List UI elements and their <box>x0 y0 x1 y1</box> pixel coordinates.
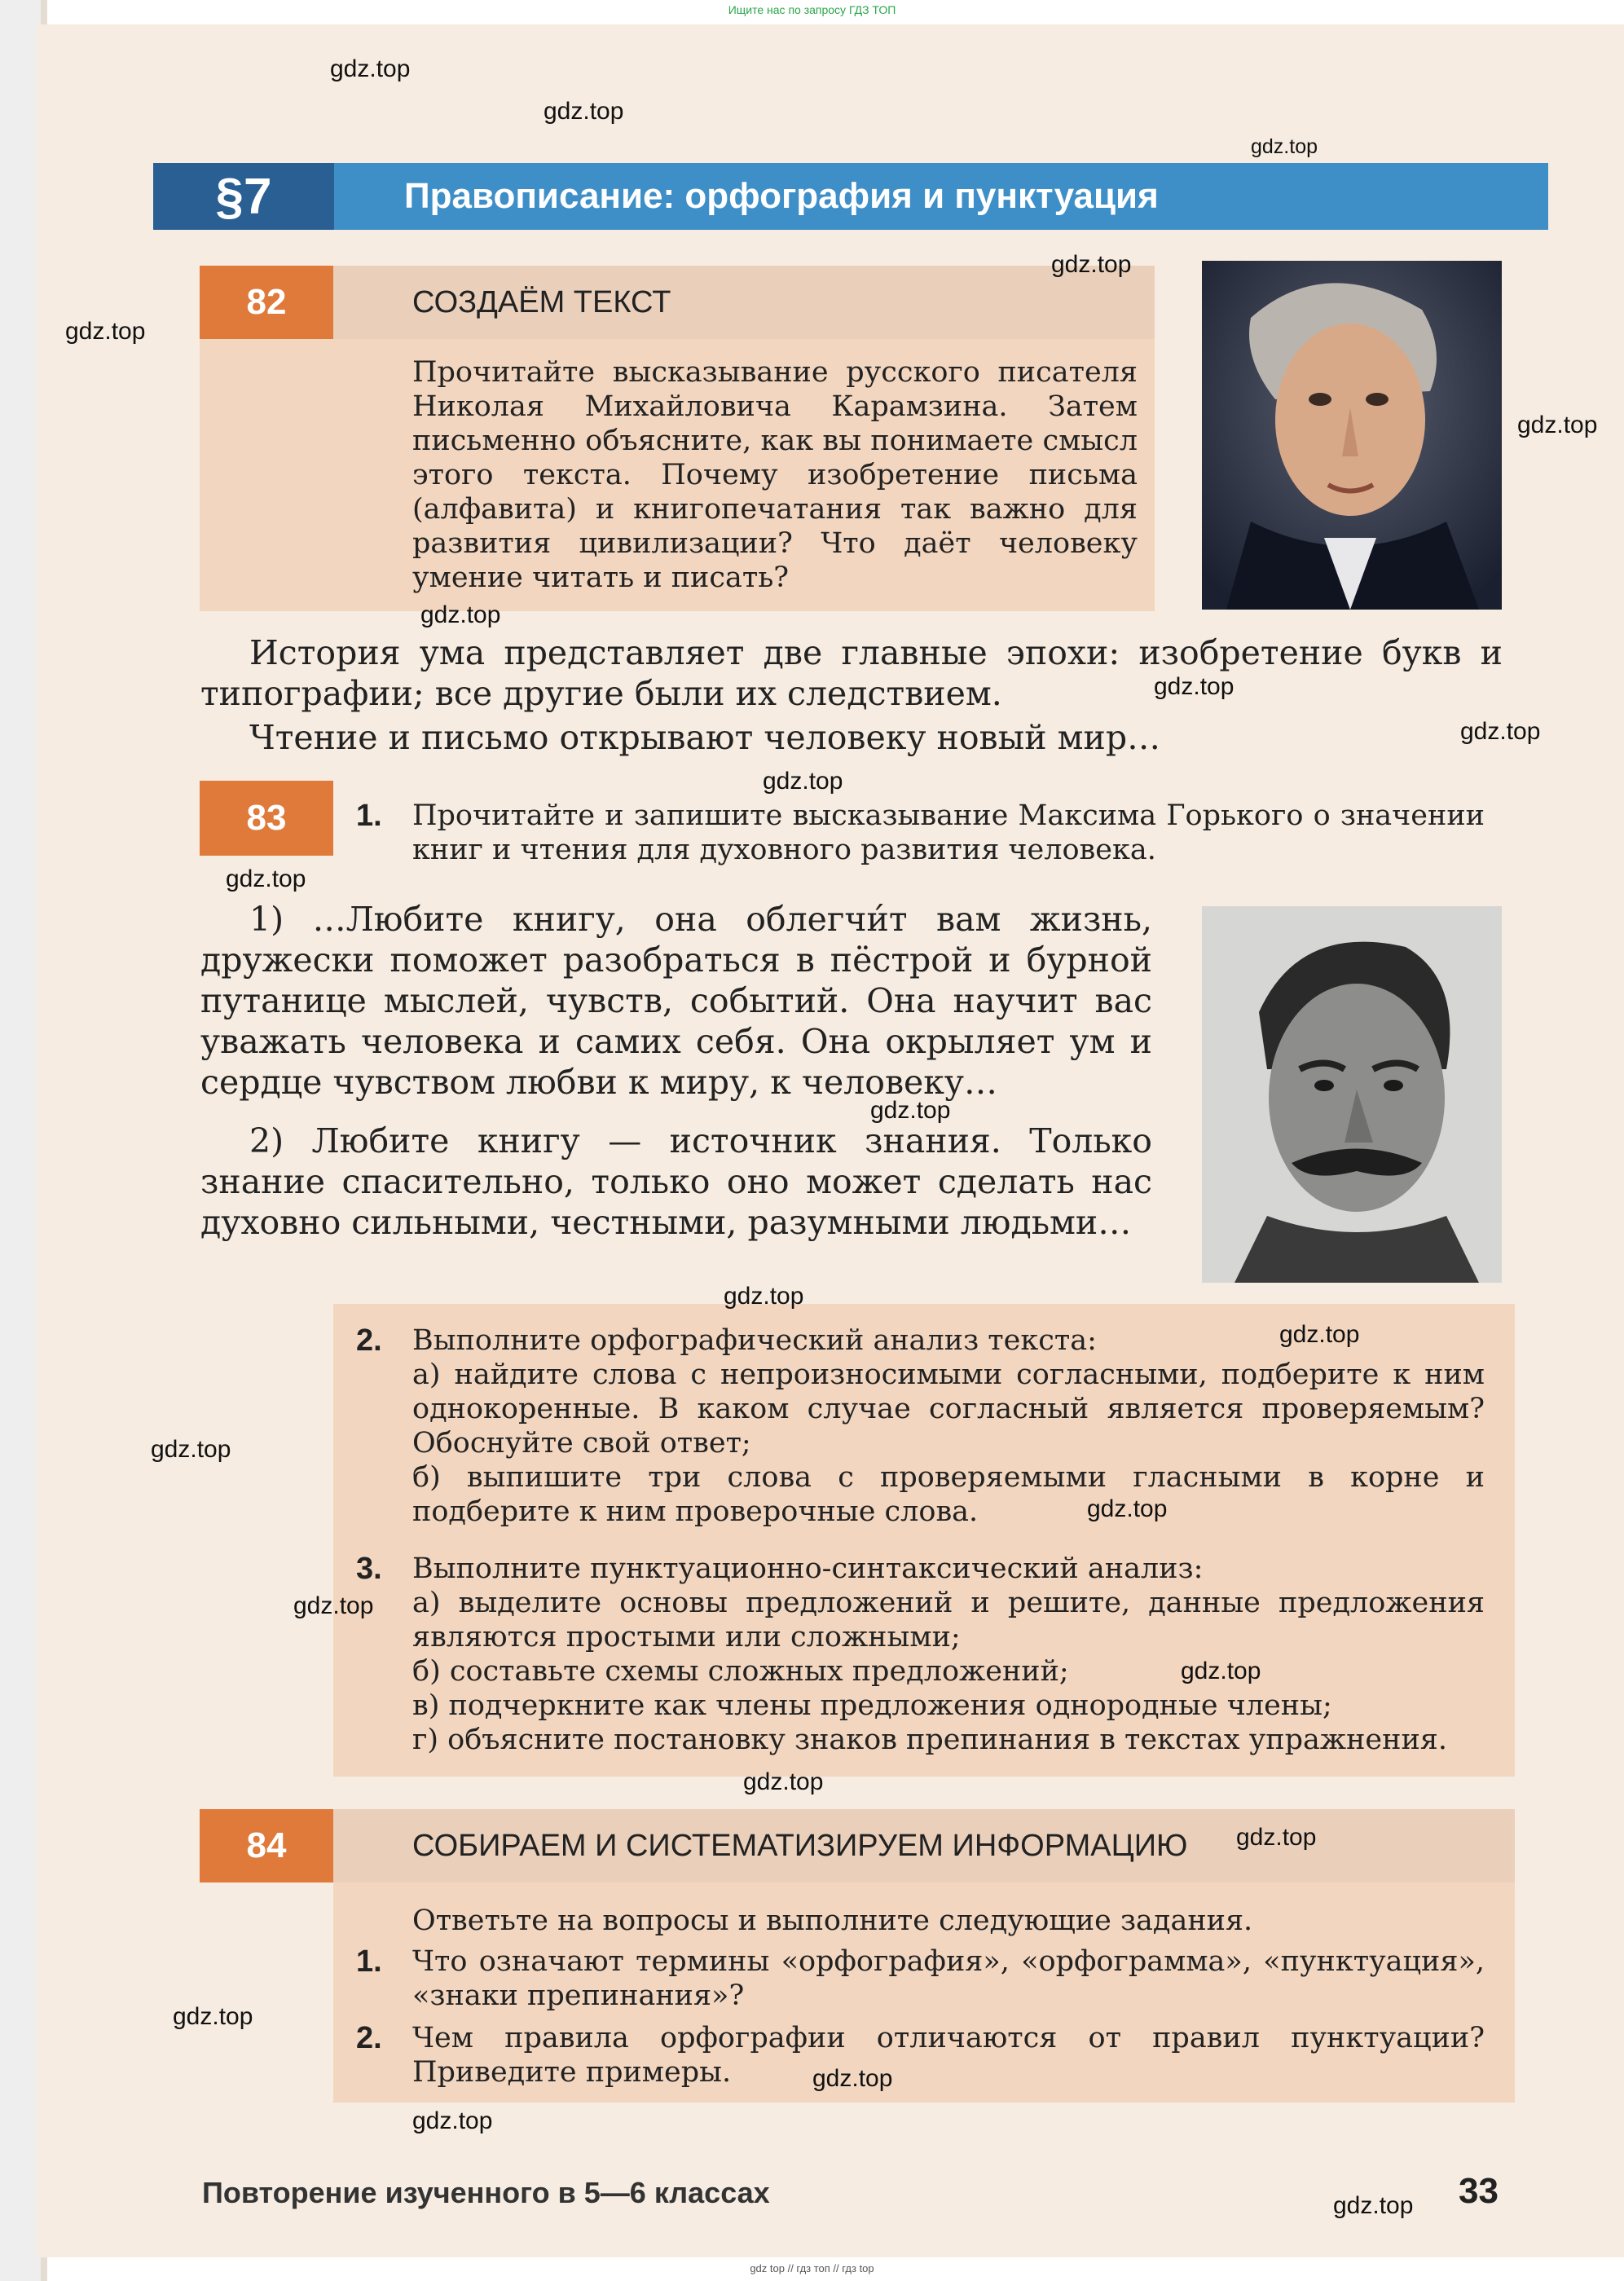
watermark: gdz.top <box>763 768 843 795</box>
exercise-83-number: 83 <box>200 781 333 856</box>
exercise-84-heading: СОБИРАЕМ И СИСТЕМАТИЗИРУЕМ ИНФОРМАЦИЮ <box>412 1829 1188 1863</box>
exercise-84-q2 <box>412 2021 1485 2089</box>
exercise-83-task3-line-3: б) составьте схемы сложных предложений; <box>412 1655 1069 1688</box>
exercise-83-task2-line-3: б) выпишите три слова с проверяемыми гласными в корне и подберите к ним проверочные слова. <box>412 1461 1485 1528</box>
watermark: gdz.top <box>420 601 501 628</box>
watermark: gdz.top <box>412 2107 493 2134</box>
exercise-82-number: 82 <box>200 266 333 339</box>
gorky-quote-2-text: 2) Любите книгу — источник знания. Только знание спасительно, только оно может сделать нас духовно сильными, честными, разумными людьми… <box>200 1121 1152 1242</box>
exercise-83-task3-line-5: г) объясните постановку знаков препинания в текстах упражнения. <box>412 1724 1447 1756</box>
page-number: 33 <box>1459 2171 1499 2211</box>
watermark: gdz.top <box>1181 1658 1261 1684</box>
exercise-83-task3-number: 3. <box>356 1552 382 1586</box>
exercise-83-task3-line-4: в) подчеркните как члены предложения однородные члены; <box>412 1689 1332 1722</box>
watermark: gdz.top <box>544 98 624 125</box>
exercise-83-task2-line-2: а) найдите слова с непроизносимыми согласными, подберите к ним однокоренные. В каком случае согласный является проверяемым? Обоснуйте свой ответ; <box>412 1358 1485 1460</box>
exercise-84-q2-text: Чем правила орфографии отличаются от правил пунктуации? Приведите примеры. <box>412 2022 1485 2089</box>
exercise-83-task3 <box>412 1552 1485 1757</box>
watermark: gdz.top <box>724 1283 804 1310</box>
watermark: gdz.top <box>1154 673 1235 700</box>
watermark: gdz.top <box>173 2003 253 2030</box>
watermark: gdz.top <box>1236 1824 1317 1851</box>
karamzin-quote-2-text: Чтение и письмо открывают человеку новый мир… <box>249 718 1161 757</box>
gorky-quote-1-text: 1) …Любите книгу, она облегчи́т вам жизнь, дружески поможет разобраться в пёстрой и бурной путанице мыслей, чувств, событий. Она научит вас уважать человека и самих себя. Она окрыляет ум и сердце чувством любви к миру, к человеку… <box>200 900 1152 1102</box>
watermark: gdz.top <box>1279 1321 1360 1348</box>
exercise-84-intro-text: Ответьте на вопросы и выполните следующие задания. <box>412 1905 1253 1937</box>
exercise-84-intro <box>412 1904 1485 1938</box>
watermark: gdz.top <box>226 865 306 892</box>
gorky-portrait <box>1202 906 1502 1283</box>
gorky-quote-2 <box>200 1121 1152 1243</box>
watermark: gdz.top <box>151 1436 231 1463</box>
watermark: gdz.top <box>330 55 411 82</box>
watermark: gdz.top <box>1333 2192 1414 2219</box>
exercise-83-task2 <box>412 1323 1485 1529</box>
footer-text: Повторение изученного в 5—6 классах <box>202 2176 770 2209</box>
watermark: gdz.top <box>743 1768 824 1795</box>
gorky-quote-1 <box>200 899 1152 1103</box>
karamzin-quote-1 <box>200 632 1503 714</box>
exercise-82-heading: СОЗДАЁМ ТЕКСТ <box>412 285 671 319</box>
exercise-83-task2-number: 2. <box>356 1323 382 1358</box>
watermark: gdz.top <box>65 318 146 345</box>
karamzin-quote-1-text: История ума представляет две главные эпохи: изобретение букв и типографии; все другие были их следствием. <box>200 633 1503 713</box>
footer-links[interactable]: gdz top // гдз топ // гдз top <box>750 2262 874 2274</box>
exercise-83-task1-text: Прочитайте и запишите высказывание Максима Горького о значении книг и чтения для духовного развития человека. <box>412 799 1485 866</box>
karamzin-portrait <box>1202 261 1502 610</box>
exercise-84-q1-number: 1. <box>356 1944 382 1979</box>
exercise-84-number: 84 <box>200 1809 333 1882</box>
watermark: gdz.top <box>1051 251 1132 278</box>
exercise-82-task <box>412 355 1138 595</box>
watermark: gdz.top <box>812 2065 893 2092</box>
page-edge <box>0 0 41 2281</box>
exercise-83-task3-line-2: а) выделите основы предложений и решите, данные предложения являются простыми или сложными; <box>412 1587 1485 1654</box>
exercise-84-q1-text: Что означают термины «орфография», «орфограмма», «пунктуация», «знаки препинания»? <box>412 1945 1485 2012</box>
watermark: gdz.top <box>1460 718 1541 745</box>
section-header <box>153 163 1548 230</box>
header-link[interactable]: Ищите нас по запросу ГДЗ ТОП <box>728 3 896 16</box>
exercise-83-task3-line-1: Выполните пунктуационно-синтаксический анализ: <box>412 1552 1204 1585</box>
watermark: gdz.top <box>1251 135 1318 158</box>
exercise-84-q2-number: 2. <box>356 2021 382 2055</box>
watermark: gdz.top <box>293 1592 374 1619</box>
exercise-83-task1-number: 1. <box>356 799 382 833</box>
exercise-82-task-text: Прочитайте высказывание русского писателя Николая Михайловича Карамзина. Затем письменно объясните, как вы понимаете смысл этого текста. Почему изобретение письма (алфавита) и книгопечатания так важно для развития цивилизации? Что даёт человеку умение читать и писать? <box>412 356 1138 594</box>
section-number: §7 <box>153 163 334 230</box>
watermark: gdz.top <box>1517 412 1598 438</box>
karamzin-quote-2 <box>249 717 1503 758</box>
exercise-84-q1 <box>412 1944 1485 2013</box>
watermark: gdz.top <box>870 1097 951 1124</box>
exercise-83-task1 <box>412 799 1485 867</box>
exercise-83-task2-line-1: Выполните орфографический анализ текста: <box>412 1324 1097 1357</box>
watermark: gdz.top <box>1087 1495 1168 1522</box>
section-title: Правописание: орфография и пунктуация <box>334 163 1548 230</box>
